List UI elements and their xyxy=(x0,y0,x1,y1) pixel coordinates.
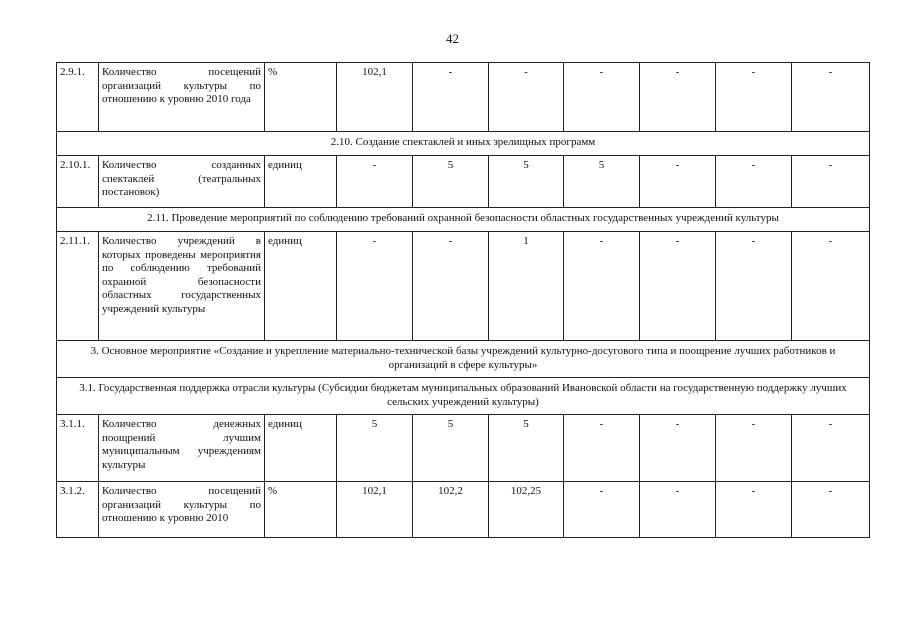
value-cell: - xyxy=(792,232,870,341)
value-cell: - xyxy=(716,415,792,482)
row-number: 2.9.1. xyxy=(57,63,99,132)
table-row xyxy=(57,63,870,132)
section-heading: 3.1. Государственная поддержка отрасли культуры (Субсидии бюджетам муниципальных образований Ивановской области на государственную поддержку лучших сельских учреждений культуры) xyxy=(57,378,870,415)
value-cell: 5 xyxy=(413,156,489,208)
table-row xyxy=(57,415,870,482)
value-cell: 102,2 xyxy=(413,482,489,538)
value-cell: 5 xyxy=(489,415,564,482)
unit-cell: % xyxy=(265,63,337,132)
value-cell: - xyxy=(640,232,716,341)
value-cell: - xyxy=(564,415,640,482)
unit-cell: % xyxy=(265,482,337,538)
value-cell: - xyxy=(792,482,870,538)
section-row xyxy=(57,132,870,156)
value-cell: 5 xyxy=(564,156,640,208)
value-cell: 102,1 xyxy=(337,63,413,132)
page-number: 42 xyxy=(446,31,459,46)
value-cell: - xyxy=(640,156,716,208)
row-number: 3.1.1. xyxy=(57,415,99,482)
value-cell: - xyxy=(792,415,870,482)
section-row xyxy=(57,341,870,378)
indicator-name: Количество посещений организаций культуры по отношению к уровню 2010 xyxy=(99,482,265,538)
value-cell: - xyxy=(413,63,489,132)
value-cell: - xyxy=(337,232,413,341)
row-number: 2.11.1. xyxy=(57,232,99,341)
section-heading: 2.11. Проведение мероприятий по соблюдению требований охранной безопасности областных государственных учреждений культуры xyxy=(57,208,870,232)
value-cell: 5 xyxy=(489,156,564,208)
section-heading: 3. Основное мероприятие «Создание и укрепление материально-технической базы учреждений культурно-досугового типа и поощрение лучших работников и организаций в сфере культуры» xyxy=(57,341,870,378)
indicator-name: Количество созданных спектаклей (театральных постановок) xyxy=(99,156,265,208)
value-cell: - xyxy=(716,156,792,208)
table-row xyxy=(57,156,870,208)
value-cell: - xyxy=(716,63,792,132)
value-cell: - xyxy=(716,232,792,341)
value-cell: - xyxy=(640,415,716,482)
indicator-name: Количество учреждений в которых проведены мероприятия по соблюдению требований охранной безопасности областных государственных учреждений культуры xyxy=(99,232,265,341)
value-cell: 102,1 xyxy=(337,482,413,538)
value-cell: - xyxy=(640,482,716,538)
value-cell: - xyxy=(564,232,640,341)
value-cell: - xyxy=(716,482,792,538)
value-cell: - xyxy=(564,482,640,538)
row-number: 3.1.2. xyxy=(57,482,99,538)
section-heading: 2.10. Создание спектаклей и иных зрелищных программ xyxy=(57,132,870,156)
table-row xyxy=(57,232,870,341)
unit-cell: единиц xyxy=(265,415,337,482)
value-cell: 102,25 xyxy=(489,482,564,538)
value-cell: - xyxy=(640,63,716,132)
value-cell: - xyxy=(792,63,870,132)
value-cell: 1 xyxy=(489,232,564,341)
value-cell: - xyxy=(489,63,564,132)
value-cell: - xyxy=(413,232,489,341)
unit-cell: единиц xyxy=(265,156,337,208)
row-number: 2.10.1. xyxy=(57,156,99,208)
section-row xyxy=(57,378,870,415)
indicator-name: Количество посещений организаций культуры по отношению к уровню 2010 года xyxy=(99,63,265,132)
indicator-name: Количество денежных поощрений лучшим муниципальным учреждениям культуры xyxy=(99,415,265,482)
unit-cell: единиц xyxy=(265,232,337,341)
value-cell: 5 xyxy=(337,415,413,482)
value-cell: 5 xyxy=(413,415,489,482)
value-cell: - xyxy=(564,63,640,132)
value-cell: - xyxy=(792,156,870,208)
table-row xyxy=(57,482,870,538)
indicators-table xyxy=(56,62,870,538)
section-row xyxy=(57,208,870,232)
value-cell: - xyxy=(337,156,413,208)
